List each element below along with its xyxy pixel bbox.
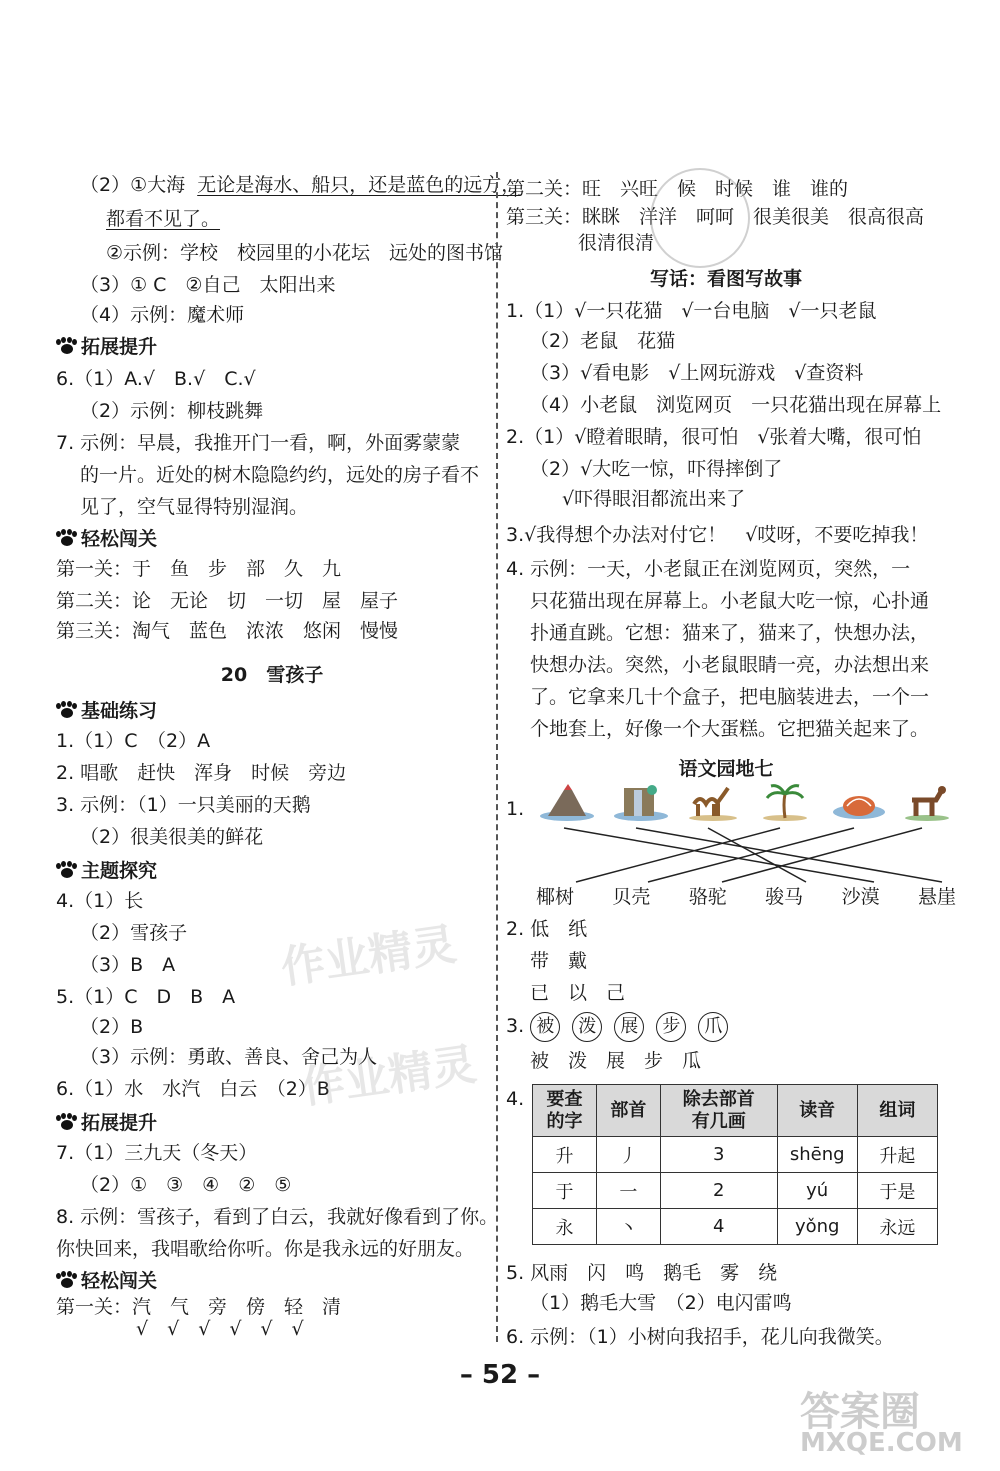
match-word: 骆驼 [688, 886, 727, 908]
section-title: 语文园地七 [678, 758, 774, 780]
answer-line: 1.（1）C （2）A [56, 730, 211, 752]
answer-line: 带 戴 [530, 950, 588, 972]
answer-line: 只花猫出现在屏幕上。小老鼠大吃一惊，心扑通 [530, 590, 930, 612]
circled-char-row [506, 1012, 734, 1042]
answer-line: （4）小老鼠 浏览网页 一只花猫出现在屏幕上 [530, 394, 942, 416]
answer-line [56, 172, 520, 198]
table-cell: 3 [660, 1137, 777, 1173]
table-cell: yú [777, 1173, 857, 1209]
palm-tree-icon [756, 782, 814, 822]
answer-line: （2）√大吃一惊，吓得摔倒了 [530, 458, 783, 480]
answer-line: 3.√我得想个办法对付它！ √哎呀，不要吃掉我！ [506, 524, 929, 546]
paw-icon [56, 701, 78, 719]
checkmark-row: √ √ √ √ √ √ [136, 1318, 304, 1340]
answer-line: 第二关：论 无论 切 一切 屋 屋子 [56, 590, 399, 612]
answer-line: 2. 低 纸 [506, 918, 588, 940]
answer-line: （2）雪孩子 [80, 922, 188, 944]
answer-line: 2.（1）√瞪着眼睛，很可怕 √张着大嘴，很可怕 [506, 426, 922, 448]
table-cell: 丶 [596, 1209, 660, 1245]
answer-line: 第一关：于 鱼 步 部 久 九 [56, 558, 342, 580]
answer-line: ②示例：学校 校园里的小花坛 远处的图书馆 [106, 242, 504, 264]
section-heading [56, 1268, 157, 1294]
seal-stamp [650, 168, 750, 268]
answer-line: 4.（1）长 [56, 890, 144, 912]
paw-icon [56, 529, 78, 547]
table-cell: 2 [660, 1173, 777, 1209]
answer-line: 快想办法。突然，小老鼠眼睛一亮，办法想出来 [530, 654, 930, 676]
circled-char: 展 [614, 1012, 644, 1042]
match-word: 贝壳 [612, 886, 651, 908]
paw-icon [56, 861, 78, 879]
answer-line: 第二关：旺 兴旺 候 时候 谁 谁的 [506, 178, 849, 200]
answer-line: （4）示例：魔术师 [80, 304, 245, 326]
underlined-answer: 都看不见了。 [106, 208, 221, 230]
table-header: 除去部首 有几画 [660, 1085, 777, 1137]
table-cell: 于 [533, 1173, 597, 1209]
answer-line: 扑通直跳。它想：猫来了，猫来了，快想办法， [530, 622, 930, 644]
match-word: 沙漠 [841, 886, 880, 908]
table-cell: 升起 [857, 1137, 937, 1173]
section-heading-label: 拓展提升 [81, 1112, 158, 1134]
answer-line: 6. 示例：（1）小树向我招手，花儿向我微笑。 [506, 1326, 894, 1348]
section-title: 写话：看图写故事 [649, 268, 802, 290]
answer-line: （3）B A [80, 954, 176, 976]
answer-line: （2）示例：柳枝跳舞 [80, 400, 264, 422]
question-number: 3. [506, 1015, 525, 1037]
circled-char: 爪 [698, 1012, 728, 1042]
watermark-text: 作业精灵 [297, 1038, 480, 1114]
answer-line: 8. 示例：雪孩子，看到了白云，我就好像看到了你。 [56, 1206, 499, 1228]
watermark-logo: 答案圈 [800, 1389, 920, 1435]
matching-pictures [534, 782, 954, 832]
camel-icon [684, 782, 742, 822]
section-heading-label: 主题探究 [81, 860, 158, 882]
section-heading [56, 334, 157, 360]
table-cell: yǒng [777, 1209, 857, 1245]
answer-line: 第一关：汽 气 旁 傍 轻 清 [56, 1296, 342, 1318]
circled-char: 步 [656, 1012, 686, 1042]
answer-line: （3）① C ②自己 太阳出来 [80, 274, 336, 296]
table-cell: shēng [777, 1137, 857, 1173]
answer-line: 个地套上，好像一个大蛋糕。它把猫关起来了。 [530, 718, 930, 740]
answer-line [56, 206, 220, 232]
table-cell: 升 [533, 1137, 597, 1173]
answer-line: （2）很美很美的鲜花 [80, 826, 264, 848]
match-word: 悬崖 [917, 886, 956, 908]
table-row [533, 1209, 938, 1245]
section-heading-label: 拓展提升 [81, 336, 158, 358]
match-word: 骏马 [765, 886, 804, 908]
answer-line: 7.（1）三九天（冬天） [56, 1142, 258, 1164]
answer-line: 被 泼 展 步 瓜 [530, 1050, 702, 1072]
table-row [533, 1173, 938, 1209]
section-heading-label: 轻松闯关 [81, 1270, 158, 1292]
lesson-title: 20 雪孩子 [220, 664, 324, 686]
table-header: 读音 [777, 1085, 857, 1137]
table-cell: 丿 [596, 1137, 660, 1173]
answer-line: 见了，空气显得特别湿润。 [80, 496, 309, 518]
answer-line: √吓得眼泪都流出来了 [562, 488, 746, 510]
answer-line: 6.（1）A.√ B.√ C.√ [56, 368, 256, 390]
paw-icon [56, 337, 78, 355]
match-line [564, 828, 874, 882]
answer-line: 6.（1）水 水汽 白云 （2）B [56, 1078, 330, 1100]
horse-icon [898, 782, 956, 822]
answer-line: 5.（1）C D B A [56, 986, 236, 1008]
answer-line: 已 以 己 [530, 982, 626, 1004]
match-line [636, 828, 942, 882]
table-header: 要查 的字 [533, 1085, 597, 1137]
watermark-text: 作业精灵 [277, 918, 460, 994]
answer-line: （2）① ③ ④ ② ⑤ [80, 1174, 292, 1196]
table-cell: 一 [596, 1173, 660, 1209]
answer-line: 的一片。近处的树木隐隐约约，远处的房子看不 [80, 464, 480, 486]
answer-line: 第三关：眯眯 洋洋 呵呵 很美很美 很高很高 [506, 206, 925, 228]
table-row [533, 1137, 938, 1173]
table-cell: 4 [660, 1209, 777, 1245]
answer-line: 1.（1）√一只花猫 √一台电脑 √一只老鼠 [506, 300, 877, 322]
answer-line: （2）B [80, 1016, 144, 1038]
matching-lines [554, 826, 954, 886]
table-cell: 于是 [857, 1173, 937, 1209]
answer-line: （3）示例：勇敢、善良、舍己为人 [80, 1046, 378, 1068]
table-cell: 永 [533, 1209, 597, 1245]
question-number: 1. [506, 798, 525, 820]
match-word-row [536, 884, 956, 910]
section-heading [56, 526, 157, 552]
shell-icon [830, 782, 888, 822]
answer-line: 你快回来，我唱歌给你听。你是我永远的好朋友。 [56, 1238, 475, 1260]
question-number: 4. [506, 1088, 525, 1110]
section-heading [56, 698, 157, 724]
answer-line: 3. 示例：（1）一只美丽的天鹅 [56, 794, 311, 816]
table-header: 部首 [596, 1085, 660, 1137]
paw-icon [56, 1113, 78, 1131]
answer-line: 了。它拿来几十个盒子，把电脑装进去，一个一 [530, 686, 930, 708]
answer-line: （3）√看电影 √上网玩游戏 √查资料 [530, 362, 864, 384]
section-heading-label: 轻松闯关 [81, 528, 158, 550]
answer-text: （2）①大海 [80, 174, 186, 196]
table-header-row [533, 1085, 938, 1137]
answer-line: 第三关：淘气 蓝色 浓浓 悠闲 慢慢 [56, 620, 399, 642]
section-heading [56, 858, 157, 884]
table-header: 组词 [857, 1085, 937, 1137]
section-heading-label: 基础练习 [81, 700, 158, 722]
match-word: 椰树 [536, 886, 575, 908]
volcano-icon [538, 782, 596, 822]
circled-char: 泼 [572, 1012, 602, 1042]
column-divider [496, 172, 498, 1342]
table-cell: 永远 [857, 1209, 937, 1245]
answer-line: （2）老鼠 花猫 [530, 330, 676, 352]
answer-line: （1）鹅毛大雪 （2）电闪雷鸣 [530, 1292, 792, 1314]
answer-line: 4. 示例：一天，小老鼠正在浏览网页，突然，一 [506, 558, 911, 580]
section-heading [56, 1110, 157, 1136]
answer-line: 2. 唱歌 赶快 浑身 时候 旁边 [56, 762, 347, 784]
circled-char: 被 [530, 1012, 560, 1042]
paw-icon [56, 1271, 78, 1289]
watermark-url: MXQE.COM [800, 1428, 963, 1458]
answer-line: 很清很清 [578, 232, 655, 254]
answer-line: 7. 示例：早晨，我推开门一看，啊，外面雾蒙蒙 [56, 432, 461, 454]
underlined-answer: 无论是海水、船只，还是蓝色的远方， [197, 174, 521, 196]
page-number: – 52 – [459, 1360, 541, 1390]
answer-line: 5. 风雨 闪 鸣 鹅毛 雾 绕 [506, 1262, 778, 1284]
cliff-waterfall-icon [612, 782, 670, 822]
character-table [532, 1084, 938, 1245]
